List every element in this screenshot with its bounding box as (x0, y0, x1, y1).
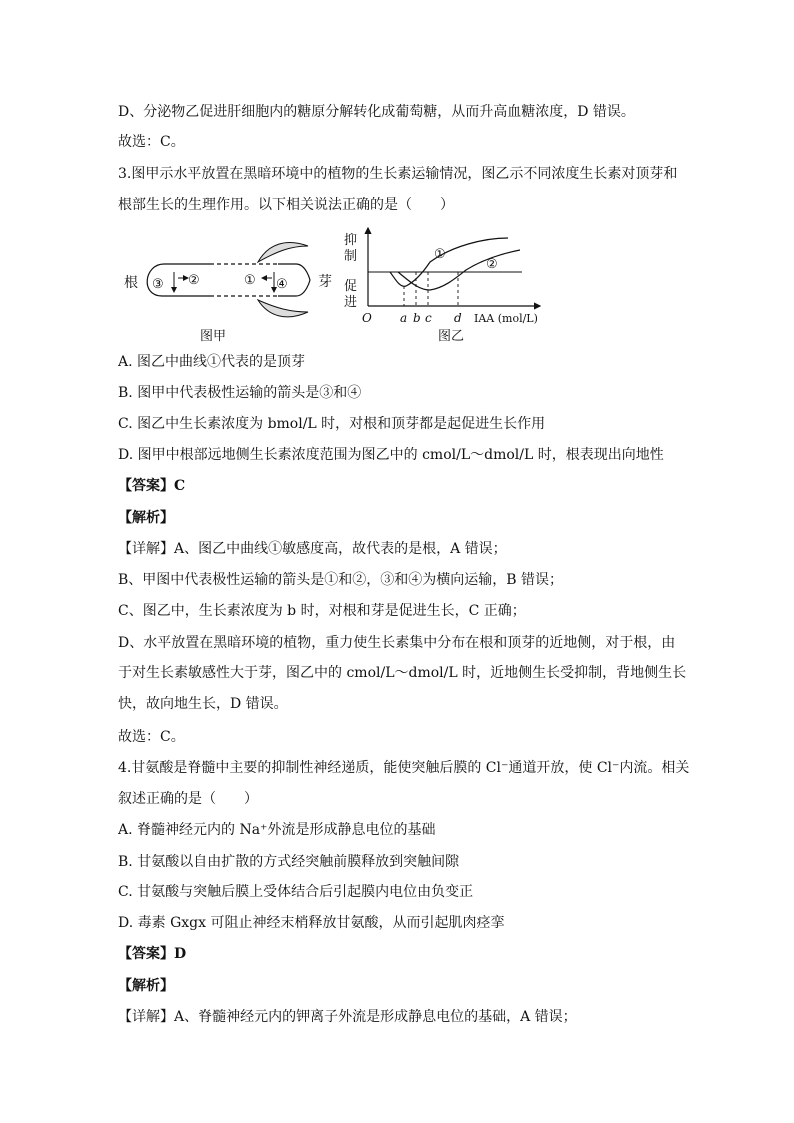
option-4d: D. 毒素 Gxgx 可阻止神经末梢释放甘氨酸，从而引起肌肉痉挛 (118, 915, 505, 931)
text-line-1: D、分泌物乙促进肝细胞内的糖原分解转化成葡萄糖，从而升高血糖浓度，D 错误。 (118, 104, 635, 120)
option-4b: B. 甘氨酸以自由扩散的方式经突触前膜释放到突触间隙 (118, 854, 460, 870)
figure-svg (118, 224, 558, 348)
option-4c: C. 甘氨酸与突触后膜上受体结合后引起膜内电位由负变正 (118, 884, 474, 900)
y-bottom-label-2: 进 (344, 295, 358, 310)
analysis-3-heading: 【解析】 (118, 510, 174, 526)
detail-3-d-line-2: 于对生长素敏感性大于芽，图乙中的 cmol/L～dmol/L 时，近地侧生长受抑制，背地侧生长 (118, 665, 687, 681)
answer-4: 【答案】D (118, 946, 187, 962)
detail-4-a: 【详解】A、脊髓神经元内的钾离子外流是形成静息电位的基础，A 错误； (118, 1009, 577, 1025)
tick-label-a: a (400, 311, 408, 325)
figure-yi (344, 228, 540, 344)
option-3d: D. 图甲中根部远地侧生长素浓度范围为图乙中的 cmol/L～dmol/L 时，根表现出向地性 (118, 447, 664, 463)
y-bottom-label-1: 促 (344, 279, 358, 294)
arrow-label-3: ③ (152, 277, 164, 292)
figure-yi-caption: 图乙 (438, 329, 465, 344)
origin-label: O (362, 311, 372, 325)
option-3c: C. 图乙中生长素浓度为 bmol/L 时，对根和顶芽都是起促进生长作用 (118, 416, 546, 432)
y-top-label-1: 抑 (344, 233, 358, 248)
figure-jia (124, 243, 332, 344)
arrow-label-2: ② (188, 273, 200, 288)
x-axis-label: IAA (mol/L) (474, 312, 538, 325)
analysis-4-heading: 【解析】 (118, 978, 174, 994)
leaf-upper (258, 243, 308, 262)
option-3a: A. 图乙中曲线①代表的是顶芽 (118, 354, 306, 370)
question-3-stem-line-2: 根部生长的生理作用。以下相关说法正确的是（ ） (118, 197, 454, 213)
detail-3-b: B、甲图中代表极性运输的箭头是①和②，③和④为横向运输，B 错误； (118, 572, 564, 588)
tick-label-b: b (413, 311, 421, 325)
tick-label-d: d (454, 311, 462, 325)
curve-label-2: ② (486, 257, 498, 272)
question-4-stem-line-1: 4.甘氨酸是脊髓中主要的抑制性神经递质，能使突触后膜的 Cl⁻通道开放，使 Cl⁻内流。相关 (118, 760, 690, 776)
figure-jia-caption: 图甲 (200, 329, 227, 344)
conclusion-3: 故选：C。 (118, 729, 185, 745)
detail-3-d-line-1: D、水平放置在黑暗环境的植物，重力使生长素集中分布在根和顶芽的近地侧，对于根，由 (118, 635, 676, 651)
question-4-stem-line-2: 叙述正确的是（ ） (118, 791, 258, 807)
root-label: 根 (124, 275, 138, 291)
tick-label-c: c (425, 311, 432, 325)
text-line-2: 故选：C。 (118, 134, 185, 150)
detail-3-a: 【详解】A、图乙中曲线①敏感度高，故代表的是根，A 错误； (118, 541, 507, 557)
detail-3-d-line-3: 快，故向地生长，D 错误。 (118, 696, 288, 712)
detail-3-c: C、图乙中，生长素浓度为 b 时，对根和芽是促进生长，C 正确； (118, 603, 526, 619)
option-3b: B. 图甲中代表极性运输的箭头是③和④ (118, 385, 362, 401)
option-4a: A. 脊髓神经元内的 Na⁺外流是形成静息电位的基础 (118, 822, 436, 838)
curve-label-1: ① (434, 247, 446, 262)
answer-3: 【答案】C (118, 478, 186, 494)
figure-group (118, 224, 558, 352)
y-top-label-2: 制 (344, 249, 358, 264)
arrow-label-1: ① (244, 273, 256, 288)
question-3-stem-line-1: 3.图甲示水平放置在黑暗环境中的植物的生长素运输情况，图乙示不同浓度生长素对顶芽和 (118, 166, 678, 182)
leaf-lower (258, 300, 308, 317)
bud-label: 芽 (318, 274, 332, 290)
arrow-label-4: ④ (276, 277, 288, 292)
